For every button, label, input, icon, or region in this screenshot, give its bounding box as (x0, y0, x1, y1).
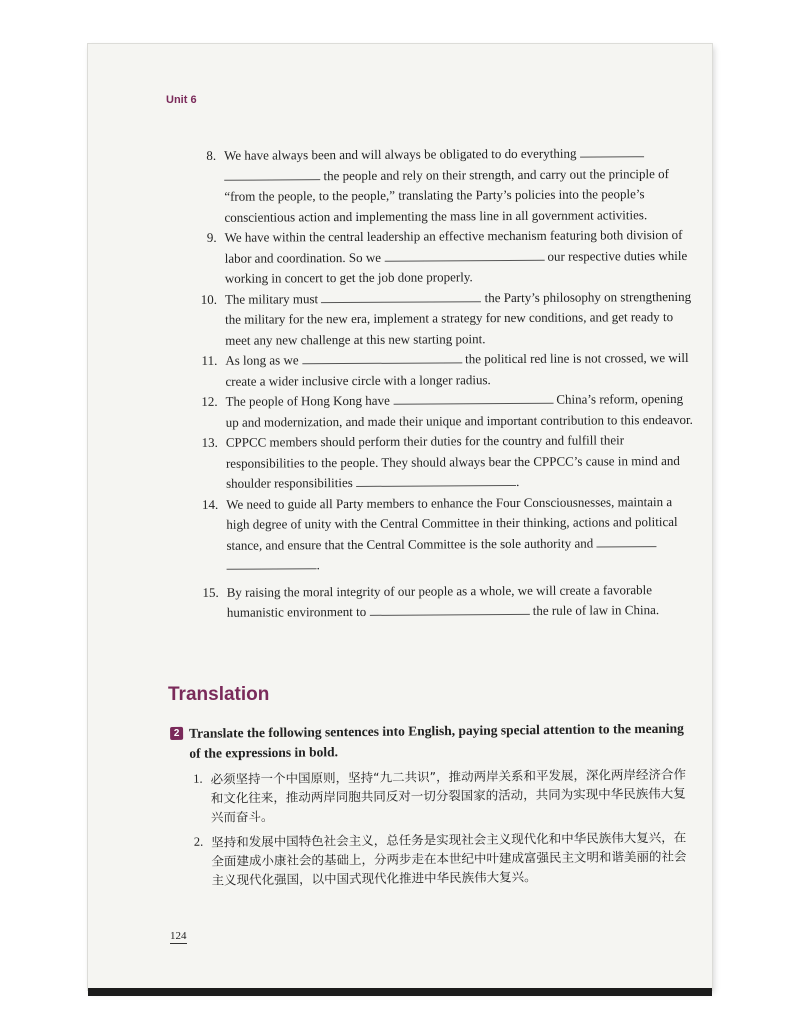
answer-blank[interactable] (393, 391, 553, 405)
chinese-sentence: 坚持和发展中国特色社会主义，总任务是实现社会主义现代化和中华民族伟大复兴，在全面建成小康社会的基础上，分两步走在本世纪中叶建成富强民主文明和谐美丽的社会主义现代化强国，以中国式现代化推进中华民族伟大复兴。 (211, 829, 687, 888)
page-number: 124 (170, 930, 187, 942)
unit-header: Unit 6 (166, 94, 197, 106)
list-item (170, 765, 693, 827)
item-text: As long as we (225, 352, 302, 368)
list-item (171, 828, 694, 890)
instruction-text: Translate the following sentences into English, paying special attention to the meaning of the expressions in bold. (189, 720, 684, 761)
item-number: 12. (201, 393, 218, 409)
item-text: . (316, 557, 320, 573)
item-text: our respective duties while working in concert to get the job done properly. (224, 247, 688, 286)
item-number: 2. (193, 834, 204, 849)
answer-blank[interactable] (224, 167, 320, 181)
answer-blank[interactable] (596, 534, 656, 547)
item-number: 10. (200, 291, 217, 307)
list-item (189, 579, 697, 623)
item-number: 15. (202, 584, 219, 600)
item-text: China’s reform, opening up and modernization, and made their unique and important contribution to this endeavor. (225, 390, 693, 430)
answer-blank[interactable] (321, 289, 481, 303)
item-number: 11. (201, 352, 218, 368)
task-instruction (170, 719, 692, 764)
item-text: . (516, 473, 520, 489)
list-item (187, 225, 695, 290)
item-number: 1. (193, 771, 203, 786)
answer-blank[interactable] (369, 602, 529, 616)
list-item (187, 348, 695, 392)
item-text: We have always been and will always be obligated to do everything (224, 145, 580, 163)
item-text: The military must (224, 290, 322, 307)
item-text: We have within the central leadership an effective mechanism featuring both division of labor and coordination. So we (224, 226, 683, 266)
item-number: 13. (201, 434, 218, 450)
item-number: 14. (201, 496, 219, 512)
answer-blank[interactable] (227, 556, 317, 570)
answer-blank[interactable] (384, 247, 544, 261)
list-item (188, 430, 696, 495)
item-number: 8. (206, 147, 217, 163)
answer-blank[interactable] (580, 144, 644, 157)
item-text: The people of Hong Kong have (225, 392, 394, 409)
translation-task (170, 719, 694, 890)
list-item (187, 286, 695, 351)
item-text: the rule of law in China. (529, 602, 660, 618)
page-bottom-edge (88, 988, 712, 996)
item-text: By raising the moral integrity of our people as a whole, we will create a favorable humanistic environment to (226, 581, 653, 620)
item-text: We need to guide all Party members to enhance the Four Consciousnesses, maintain a high degree of unity with the Central Committee in their thinking, actions and political stance, and ensure that the Central Committee is the sole authority and (226, 493, 678, 553)
item-number: 9. (206, 229, 217, 245)
task-number-badge: 2 (170, 727, 183, 740)
list-item (188, 491, 696, 576)
answer-blank[interactable] (302, 350, 462, 364)
exercise-items (186, 143, 697, 624)
chinese-sentence: 必须坚持一个中国原则，坚持“九二共识”，推动两岸关系和平发展，深化两岸经济合作和文化往来，推动两岸同胞共同反对一切分裂国家的活动，共同为实现中华民族伟大复兴而奋斗。 (210, 766, 687, 825)
answer-blank[interactable] (356, 473, 516, 487)
list-item (188, 389, 696, 433)
item-text: the people and rely on their strength, and carry out the principle of “from the people, to the people,” translating the Party’s policies into the people’s conscientious action and implementing the mass line in all government activities. (224, 165, 669, 225)
list-item (186, 143, 694, 228)
item-text: the political red line is not crossed, we will create a wider inclusive circle with a longer radius. (225, 349, 689, 389)
item-text: CPPCC members should perform their duties for the country and fulfill their responsibilities to the people. They should always bear the CPPCC’s cause in mind and shoulder responsibilities (225, 432, 680, 491)
item-text: the Party’s philosophy on strengthening the military for the new era, implement a strategy for new conditions, and get ready to meet any new challenge at this new starting point. (225, 288, 692, 348)
section-title: Translation (168, 684, 270, 705)
